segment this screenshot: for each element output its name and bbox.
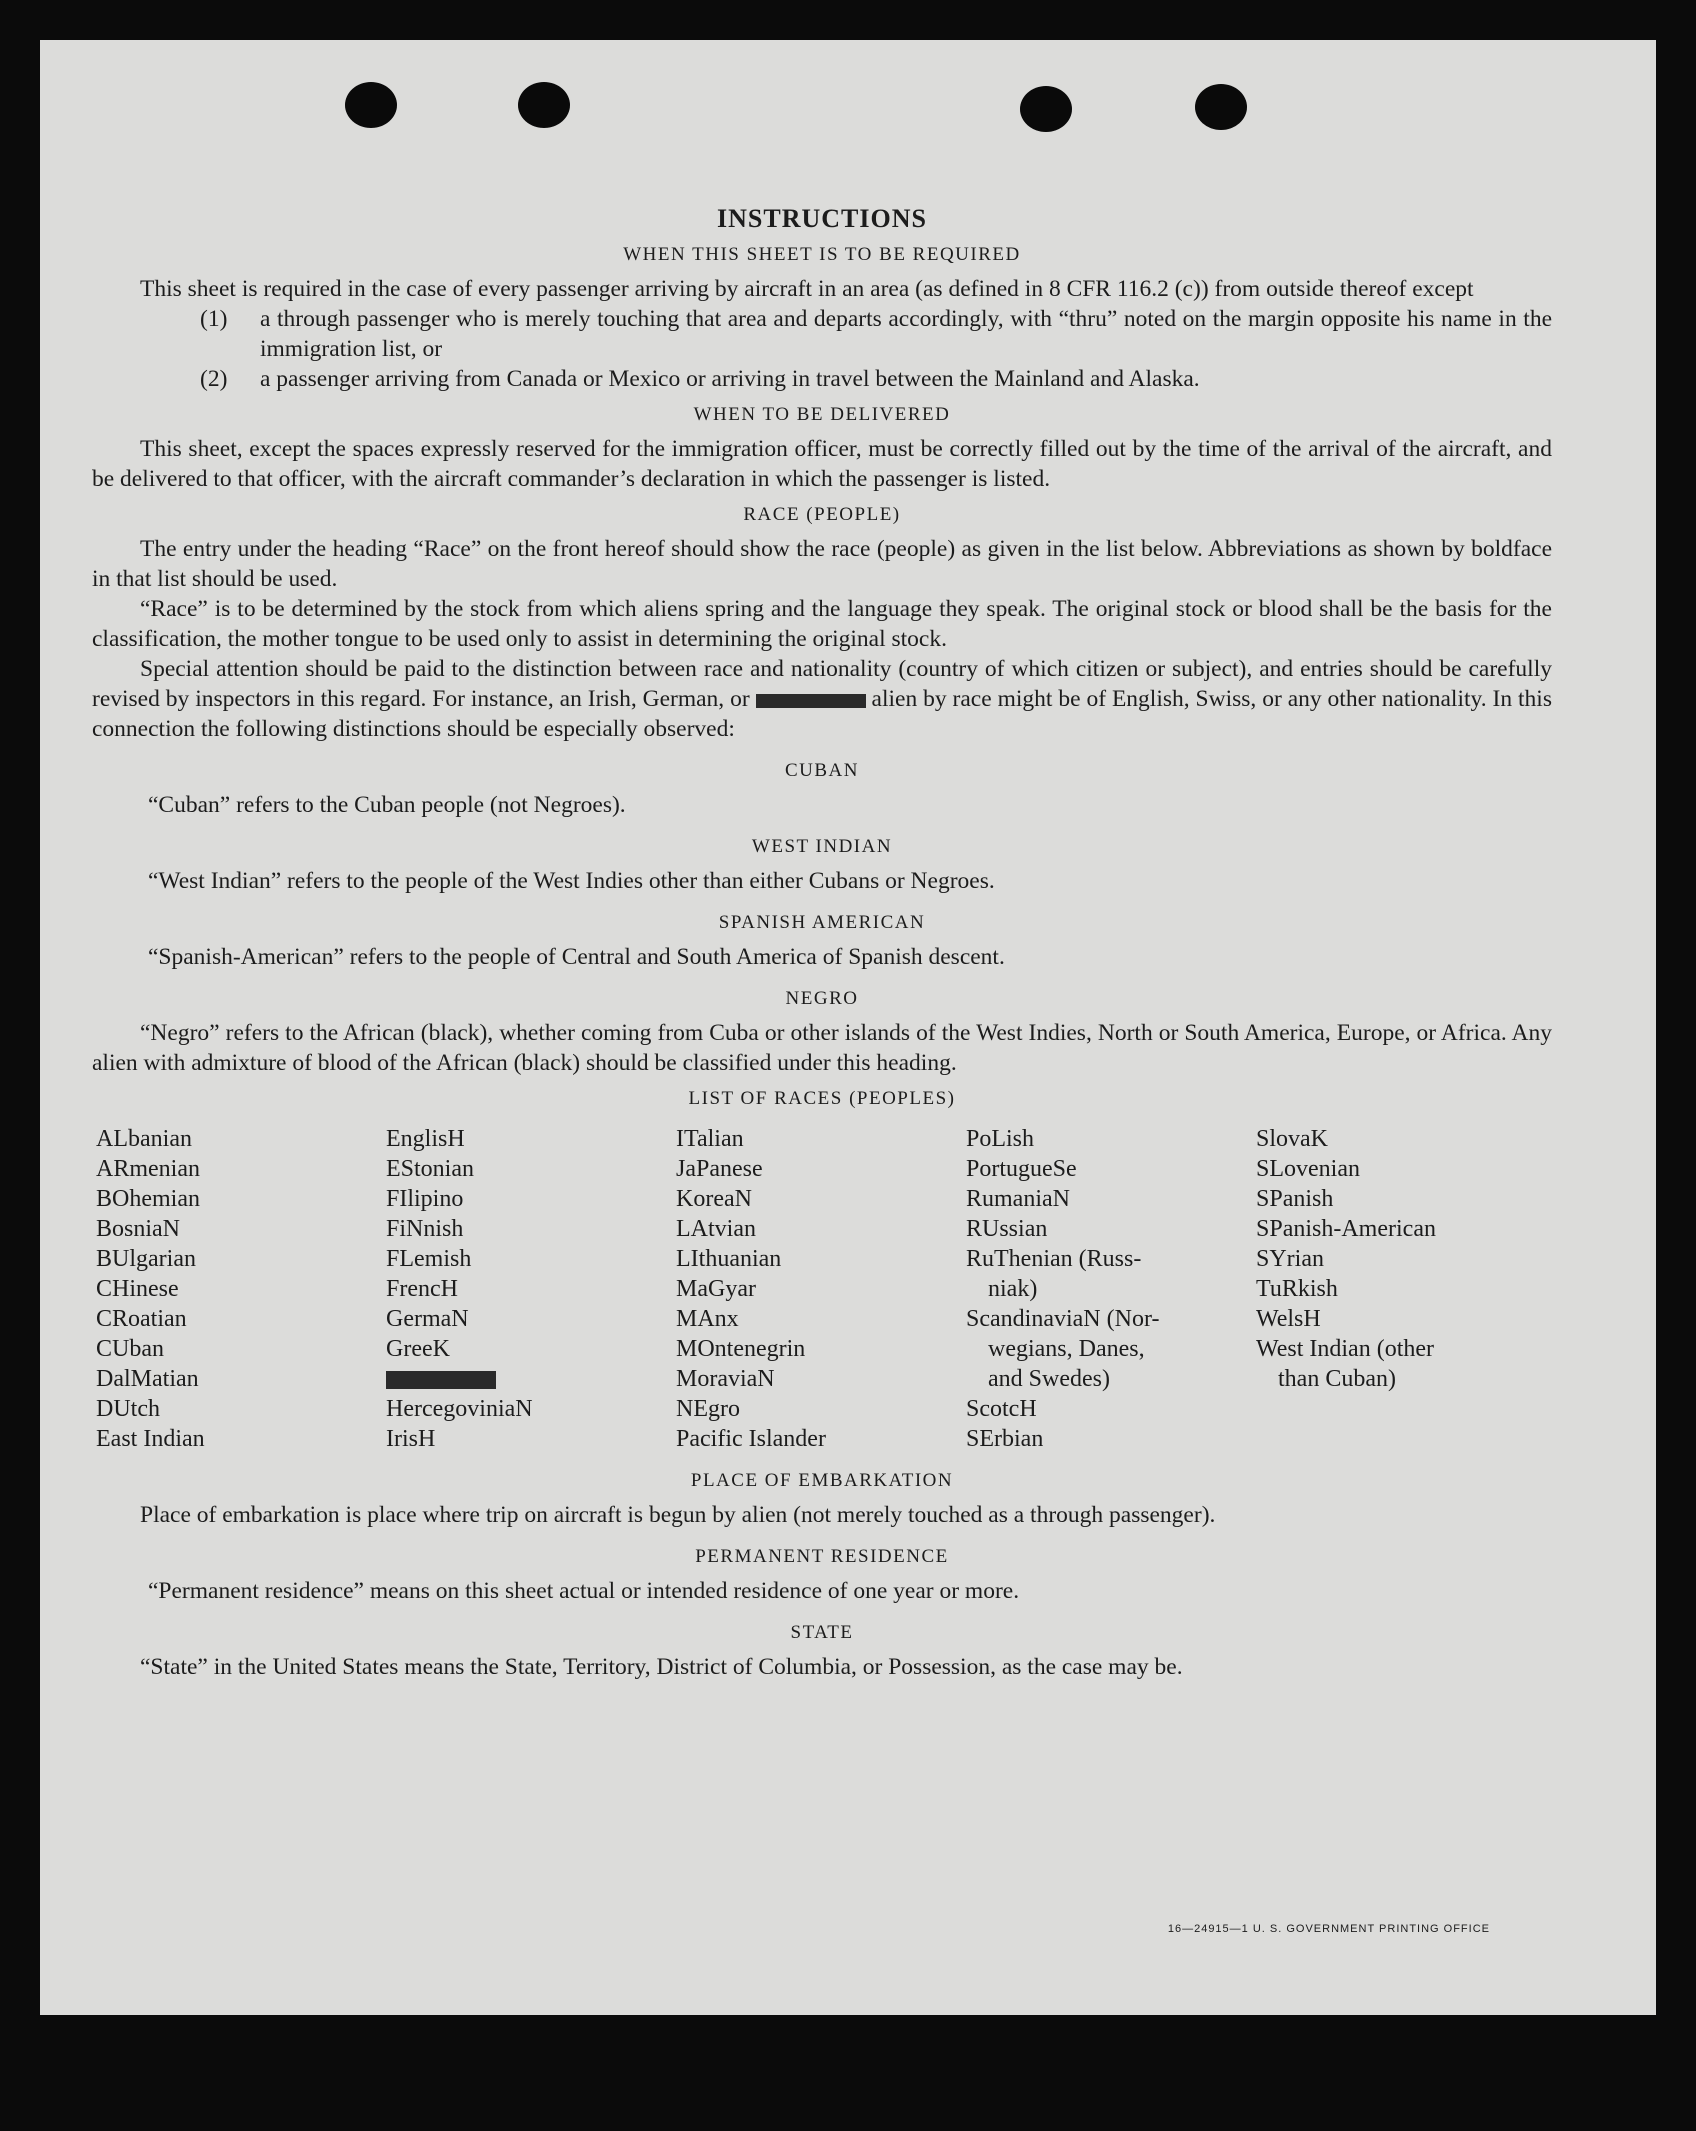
race-paragraph-3	[92, 654, 1552, 744]
race-entry: EnglisH	[386, 1126, 465, 1152]
residence-text: “Permanent residence” means on this sheet actual or intended residence of one year or more.	[148, 1578, 1020, 1604]
race-entry: LAtvian	[676, 1216, 756, 1242]
negro-text: “Negro” refers to the African (black), whether coming from Cuba or other islands of the West Indies, North or South America, Europe, or Africa. Any alien with admixture of blood of the African (black) should be classified under this heading.	[92, 1020, 1552, 1076]
race-entry: FiNnish	[386, 1216, 464, 1242]
race-paragraph-3b: alien by race might be of English, Swiss, or any other nationality. In this connection the following distinctions should be especially observed:	[92, 686, 1552, 742]
race-entry: SLovenian	[1256, 1156, 1360, 1182]
race-entry: ScotcH	[966, 1396, 1037, 1422]
races-column	[1256, 1124, 1546, 1454]
exception-number: (2)	[200, 366, 228, 392]
section-heading-when-delivered: WHEN TO BE DELIVERED	[693, 404, 951, 425]
printing-office-code: 16—24915—1 U. S. GOVERNMENT PRINTING OFFICE	[1167, 1923, 1490, 1935]
race-entry: KoreaN	[676, 1186, 752, 1212]
punch-hole	[1195, 84, 1247, 130]
exception-number: (1)	[200, 306, 228, 332]
exception-item	[200, 304, 1552, 364]
section-heading-when-required: WHEN THIS SHEET IS TO BE REQUIRED	[623, 244, 1021, 265]
section-heading-residence: PERMANENT RESIDENCE	[695, 1546, 949, 1567]
race-entry: CUban	[96, 1336, 164, 1362]
state-text: “State” in the United States means the State, Territory, District of Columbia, or Possession, as the case may be.	[140, 1654, 1183, 1680]
race-entry-continued: than Cuban)	[1278, 1366, 1396, 1392]
race-entry: GreeK	[386, 1336, 450, 1362]
race-entry: SPanish	[1256, 1186, 1334, 1212]
race-entry: PoLish	[966, 1126, 1035, 1152]
west-indian-text: “West Indian” refers to the people of the West Indies other than either Cubans or Negroes.	[148, 868, 995, 894]
race-entry: ARmenian	[96, 1156, 200, 1182]
punch-hole	[345, 82, 397, 128]
document-sheet	[40, 40, 1656, 2015]
punch-hole	[518, 82, 570, 128]
race-entry-continued: and Swedes)	[988, 1366, 1110, 1392]
instructions-content	[92, 160, 1552, 1682]
page-title: INSTRUCTIONS	[717, 204, 927, 233]
race-entry-continued: wegians, Danes,	[988, 1336, 1145, 1362]
race-entry: MaGyar	[676, 1276, 756, 1302]
exception-text: a passenger arriving from Canada or Mexico or arriving in travel between the Mainland and Alaska.	[260, 366, 1200, 392]
race-entry: DalMatian	[96, 1366, 199, 1392]
race-entry: JaPanese	[676, 1156, 763, 1182]
race-entry: NEgro	[676, 1396, 740, 1422]
races-column	[386, 1124, 676, 1454]
race-paragraph-1: The entry under the heading “Race” on the front hereof should show the race (people) as given in the list below. Abbreviations as shown by boldface in that list should be used.	[92, 536, 1552, 592]
race-entry: East Indian	[96, 1426, 205, 1452]
race-entry: EStonian	[386, 1156, 474, 1182]
race-entry: HercegoviniaN	[386, 1396, 533, 1422]
race-entry: RUssian	[966, 1216, 1048, 1242]
race-entry: DUtch	[96, 1396, 160, 1422]
race-entry: ITalian	[676, 1126, 744, 1152]
redaction-mark	[756, 694, 866, 708]
race-entry: ScandinaviaN (Nor-	[966, 1306, 1160, 1332]
section-heading-negro: NEGRO	[785, 988, 859, 1009]
races-column	[96, 1124, 386, 1454]
race-entry: BOhemian	[96, 1186, 200, 1212]
when-delivered-text: This sheet, except the spaces expressly reserved for the immigration officer, must be correctly filled out by the time of the arrival of the aircraft, and be delivered to that officer, with the aircraft commander’s declaration in which the passenger is listed.	[92, 436, 1552, 492]
race-entry: PortugueSe	[966, 1156, 1077, 1182]
race-paragraph-2: “Race” is to be determined by the stock from which aliens spring and the language they speak. The original stock or blood shall be the basis for the classification, the mother tongue to be used only to assist in determining the original stock.	[92, 596, 1552, 652]
race-entry: SYrian	[1256, 1246, 1324, 1272]
race-entry: MOntenegrin	[676, 1336, 806, 1362]
race-entry: CRoatian	[96, 1306, 187, 1332]
race-entry: BUlgarian	[96, 1246, 196, 1272]
race-entry: RuThenian (Russ-	[966, 1246, 1142, 1272]
section-heading-cuban: CUBAN	[784, 760, 859, 781]
race-entry: FIlipino	[386, 1186, 464, 1212]
race-entry: FrencH	[386, 1276, 458, 1302]
redaction-mark	[386, 1371, 496, 1389]
race-entry: WelsH	[1256, 1306, 1321, 1332]
exception-item	[200, 364, 1552, 394]
when-required-intro: This sheet is required in the case of every passenger arriving by aircraft in an area (as defined in 8 CFR 116.2 (c)) from outside thereof except	[140, 276, 1474, 302]
race-entry: West Indian (other	[1256, 1336, 1435, 1362]
race-entry-continued: niak)	[988, 1276, 1038, 1302]
race-entry: ALbanian	[96, 1126, 192, 1152]
race-entry: Pacific Islander	[676, 1426, 826, 1452]
section-heading-list-of-races: LIST OF RACES (PEOPLES)	[688, 1088, 956, 1109]
race-entry: CHinese	[96, 1276, 179, 1302]
section-heading-embarkation: PLACE OF EMBARKATION	[690, 1470, 954, 1491]
race-entry: SErbian	[966, 1426, 1044, 1452]
race-paragraph-3a: Special attention should be paid to the distinction between race and nationality (country of which citizen or subject), and entries should be carefully revised by inspectors in this regard. For instance, an Irish, German, or	[92, 656, 1552, 712]
races-list	[96, 1124, 1552, 1454]
cuban-text: “Cuban” refers to the Cuban people (not Negroes).	[148, 792, 626, 818]
punch-hole	[1020, 86, 1072, 132]
race-entry: SPanish-American	[1256, 1216, 1436, 1242]
race-entry: RumaniaN	[966, 1186, 1070, 1212]
race-entry: MoraviaN	[676, 1366, 775, 1392]
race-entry: LIthuanian	[676, 1246, 782, 1272]
race-entry: GermaN	[386, 1306, 469, 1332]
spanish-american-text: “Spanish-American” refers to the people of Central and South America of Spanish descent.	[148, 944, 1005, 970]
section-heading-spanish-american: SPANISH AMERICAN	[718, 912, 926, 933]
race-entry: MAnx	[676, 1306, 739, 1332]
races-column	[966, 1124, 1256, 1454]
section-heading-west-indian: WEST INDIAN	[751, 836, 893, 857]
embarkation-text: Place of embarkation is place where trip on aircraft is begun by alien (not merely touched as a through passenger).	[140, 1502, 1216, 1528]
races-column	[676, 1124, 966, 1454]
race-entry-redacted	[386, 1364, 676, 1394]
section-heading-state: STATE	[790, 1622, 854, 1643]
exception-text: a through passenger who is merely touching that area and departs accordingly, with “thru” noted on the margin opposite his name in the immigration list, or	[260, 306, 1552, 362]
race-entry: SlovaK	[1256, 1126, 1328, 1152]
race-entry: TuRkish	[1256, 1276, 1338, 1302]
race-entry: BosniaN	[96, 1216, 180, 1242]
section-heading-race: RACE (PEOPLE)	[743, 504, 901, 525]
race-entry: IrisH	[386, 1426, 436, 1452]
race-entry: FLemish	[386, 1246, 472, 1272]
